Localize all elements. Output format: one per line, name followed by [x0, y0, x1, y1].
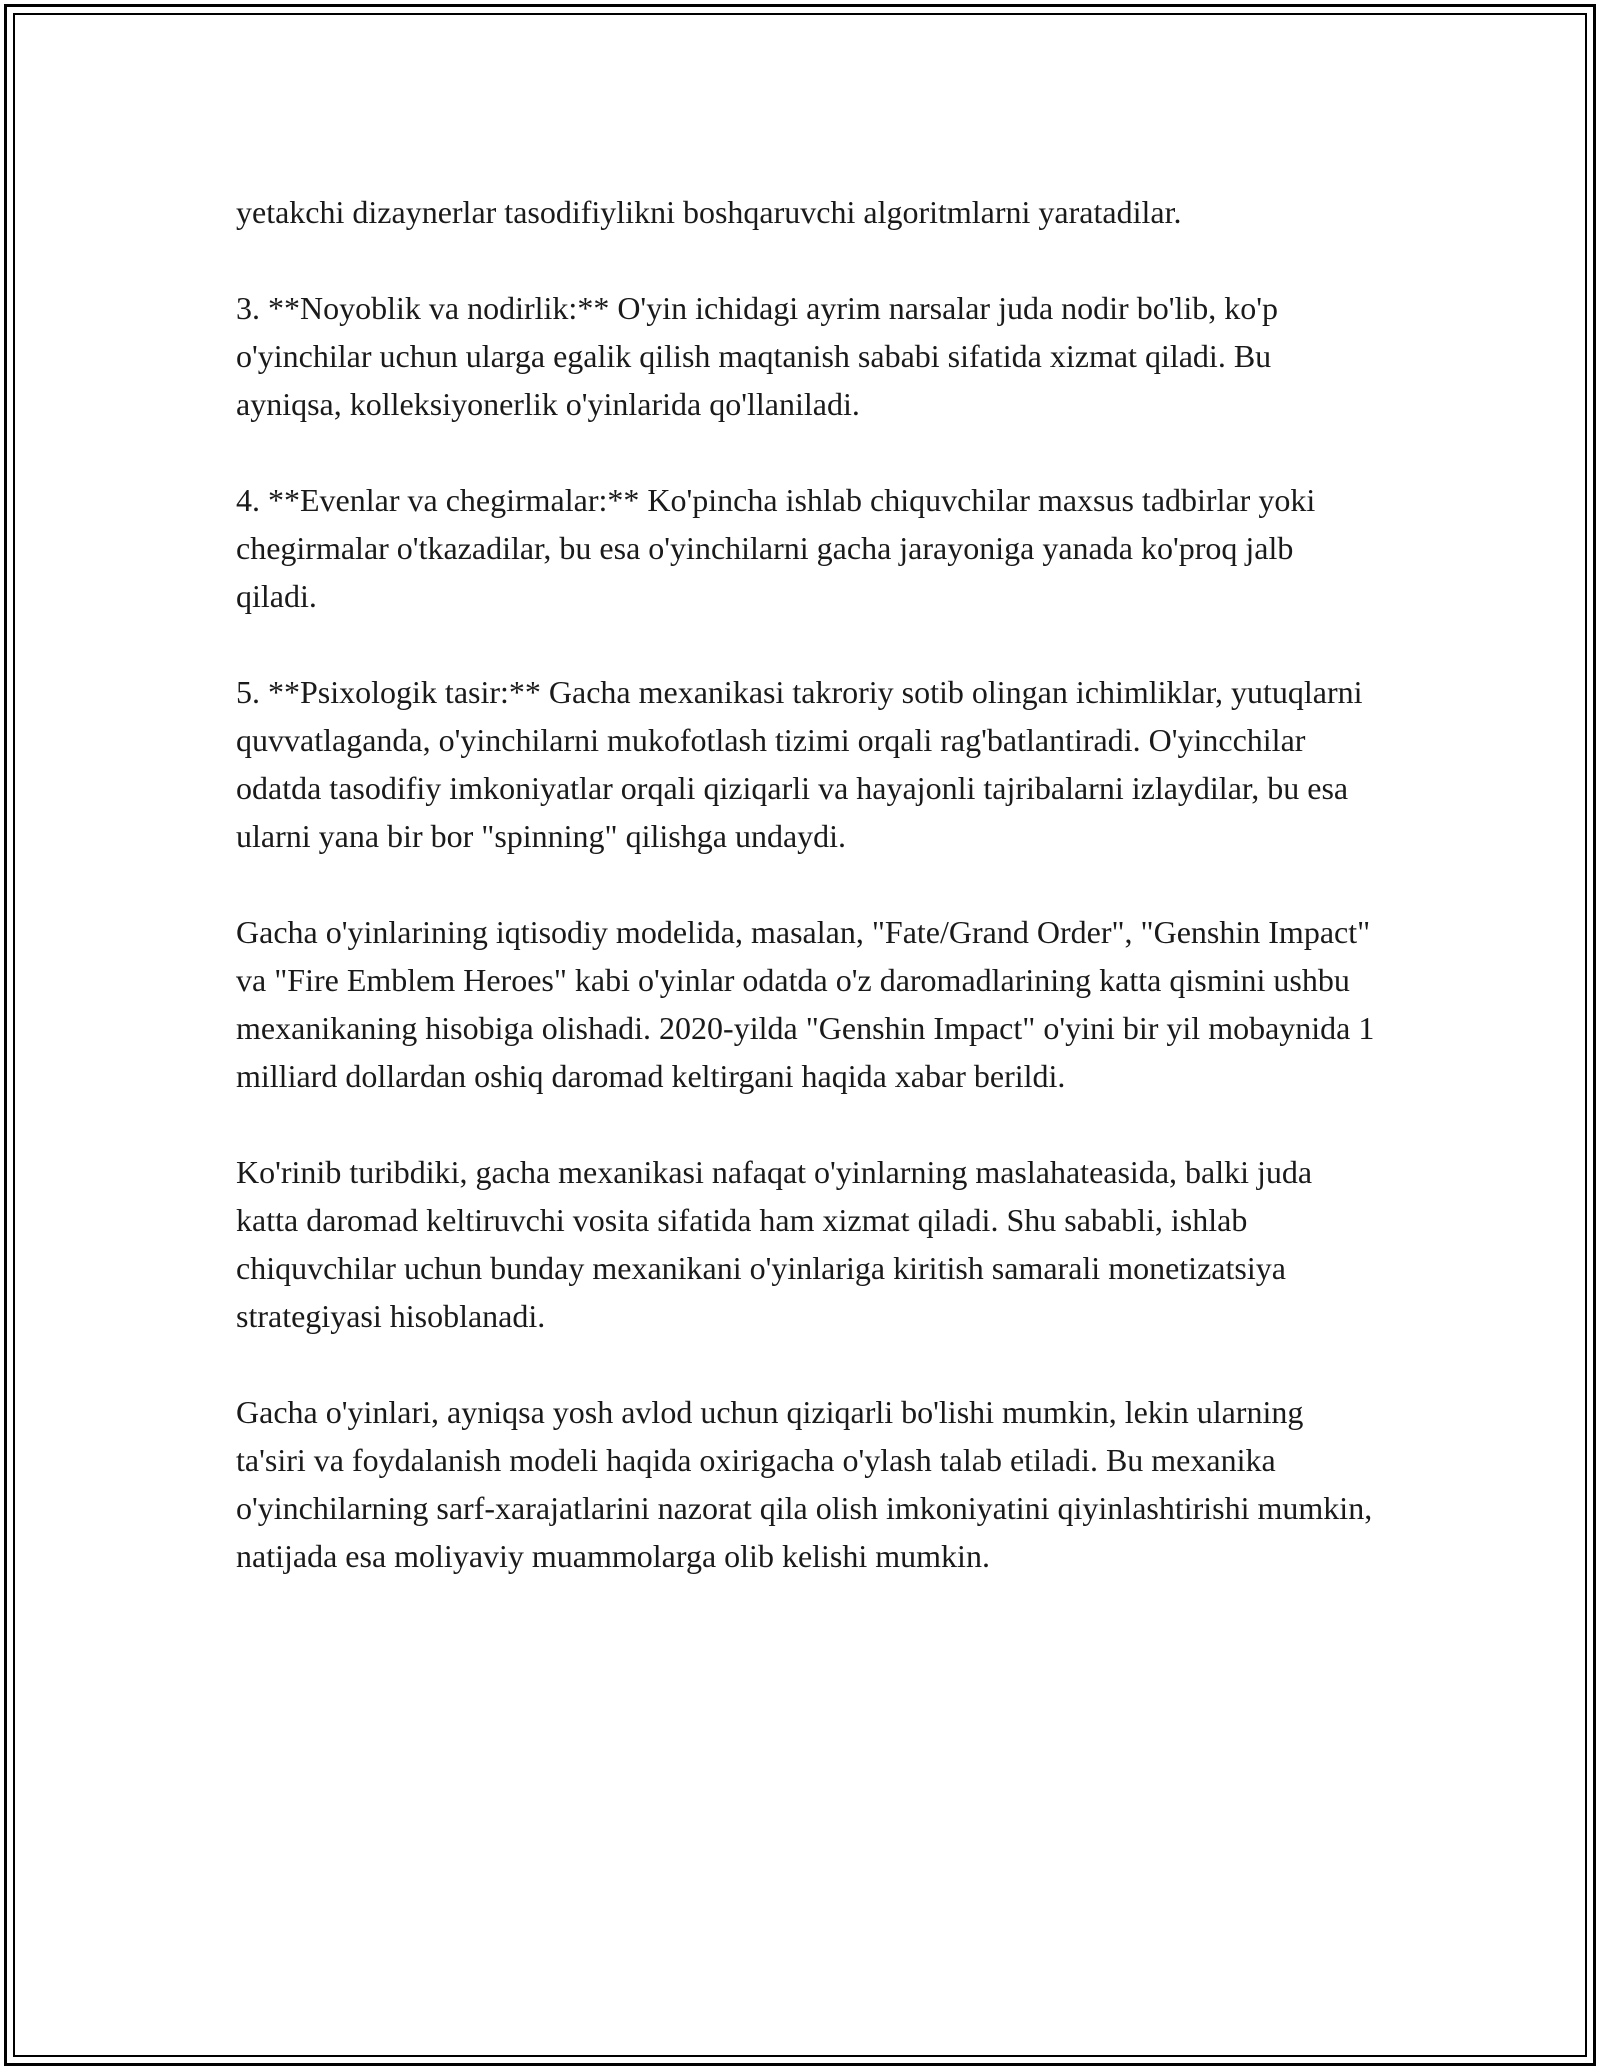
- paragraph-4: 5. **Psixologik tasir:** Gacha mexanikasi takroriy sotib olingan ichimliklar, yutuqlarni quvvatlaganda, o'yinchilarni mukofotlash tizimi orqali rag'batlantiradi. O'yincchilar odatda tasodifiy imkoniyatlar orqali qiziqarli va hayajonli tajribalarni izlaydilar, bu esa ularni yana bir bor "spinning" qilishga undaydi.: [236, 674, 1363, 854]
- paragraph-7: Gacha o'yinlari, ayniqsa yosh avlod uchun qiziqarli bo'lishi mumkin, lekin ularning ta'siri va foydalanish modeli haqida oxirigacha o'ylash talab etiladi. Bu mexanika o'yinchilarning sarf-xarajatlarini nazorat qila olish imkoniyatini qiyinlashtirishi mumkin, natijada esa moliyaviy muammolarga olib kelishi mumkin.: [236, 1394, 1373, 1574]
- paragraph-6: Ko'rinib turibdiki, gacha mexanikasi nafaqat o'yinlarning maslahateasida, balki juda katta daromad keltiruvchi vosita sifatida ham xizmat qiladi. Shu sababli, ishlab chiquvchilar uchun bunday mexanikani o'yinlariga kiritish samarali monetizatsiya strategiyasi hisoblanadi.: [236, 1154, 1313, 1334]
- paragraph-2: 3. **Noyoblik va nodirlik:** O'yin ichidagi ayrim narsalar juda nodir bo'lib, ko'p o'yinchilar uchun ularga egalik qilish maqtanish sababi sifatida xizmat qiladi. Bu ayniqsa, kolleksiyonerlik o'yinlarida qo'llaniladi.: [236, 290, 1279, 422]
- document-body: [236, 188, 1376, 1580]
- paragraph-5: Gacha o'yinlarining iqtisodiy modelida, masalan, "Fate/Grand Order", "Genshin Impact" va "Fire Emblem Heroes" kabi o'yinlar odatda o'z daromadlarining katta qismini ushbu mexanikaning hisobiga olishadi. 2020-yilda "Genshin Impact" o'yini bir yil mobaynida 1 milliard dollardan oshiq daromad keltirgani haqida xabar berildi.: [236, 914, 1375, 1094]
- paragraph-1: yetakchi dizaynerlar tasodifiylikni boshqaruvchi algoritmlarni yaratadilar.: [236, 194, 1182, 230]
- paragraph-3: 4. **Evenlar va chegirmalar:** Ko'pincha ishlab chiquvchilar maxsus tadbirlar yoki chegirmalar o'tkazadilar, bu esa o'yinchilarni gacha jarayoniga yanada ko'proq jalb qiladi.: [236, 482, 1316, 614]
